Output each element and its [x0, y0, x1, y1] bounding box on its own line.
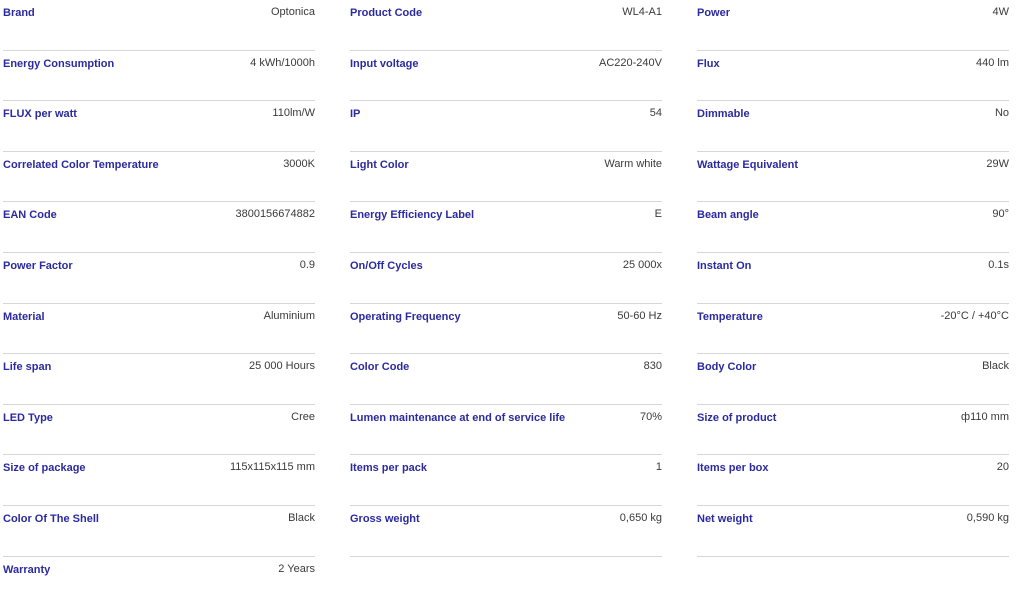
- spec-value: Cree: [291, 410, 315, 423]
- spec-label: Flux: [697, 57, 720, 70]
- spec-value: Optonica: [270, 6, 315, 18]
- spec-label: Energy Consumption: [3, 57, 115, 70]
- spec-value: 4W: [992, 6, 1009, 18]
- spec-label: Wattage Equivalent: [697, 158, 799, 171]
- spec-label: Instant On: [697, 259, 752, 272]
- spec-label: Correlated Color Temperature: [3, 158, 159, 171]
- spec-value: 0.1s: [988, 258, 1009, 271]
- spec-row-brand: [3, 0, 315, 51]
- spec-value: No: [994, 107, 1009, 120]
- spec-value: 830: [643, 360, 662, 373]
- spec-row-light-color: [350, 152, 662, 203]
- spec-label: Power Factor: [3, 259, 73, 272]
- spec-value: WL4-A1: [622, 6, 662, 18]
- spec-row-items-per-box: [697, 455, 1009, 506]
- spec-label: Size of product: [697, 411, 777, 424]
- spec-value: 25 000x: [622, 258, 662, 271]
- spec-row-ean-code: [3, 202, 315, 253]
- spec-row-size-of-product: [697, 405, 1009, 456]
- spec-value: Aluminium: [263, 309, 315, 322]
- spec-value: 0,650 kg: [619, 511, 662, 524]
- spec-row-material: [3, 304, 315, 355]
- spec-row-led-type: [3, 405, 315, 456]
- spec-row-life-span: [3, 354, 315, 405]
- spec-row-power-factor: [3, 253, 315, 304]
- spec-label: Life span: [3, 361, 52, 374]
- spec-label: Color Of The Shell: [3, 512, 99, 525]
- spec-label: Temperature: [697, 310, 763, 323]
- spec-row-beam-angle: [697, 202, 1009, 253]
- spec-label: Color Code: [350, 361, 410, 374]
- spec-label: Beam angle: [697, 209, 759, 222]
- spec-row-input-voltage: [350, 51, 662, 102]
- spec-value: 3800156674882: [235, 208, 315, 221]
- spec-row-flux: [697, 51, 1009, 102]
- spec-label: Lumen maintenance at end of service life: [350, 411, 566, 424]
- spec-label: Light Color: [350, 158, 409, 171]
- spec-row-items-per-pack: [350, 455, 662, 506]
- spec-value: -20°C / +40°C: [940, 309, 1009, 322]
- spec-label: LED Type: [3, 411, 53, 424]
- spec-label: Energy Efficiency Label: [350, 209, 475, 222]
- spec-row-dimmable: [697, 101, 1009, 152]
- spec-value: 4 kWh/1000h: [250, 56, 315, 69]
- spec-label: IP: [350, 108, 361, 121]
- spec-value: E: [654, 208, 662, 221]
- spec-row-on-off-cycles: [350, 253, 662, 304]
- spec-row-power: [697, 0, 1009, 51]
- spec-row-warranty: [3, 557, 315, 607]
- spec-row-color-of-the-shell: [3, 506, 315, 557]
- spec-value: Black: [982, 360, 1009, 373]
- spec-row-energy-efficiency-label: [350, 202, 662, 253]
- spec-row-wattage-equivalent: [697, 152, 1009, 203]
- spec-row-body-color: [697, 354, 1009, 405]
- spec-value: 29W: [986, 157, 1009, 170]
- spec-row-energy-consumption: [3, 51, 315, 102]
- spec-value: ф110 mm: [961, 410, 1009, 423]
- spec-label: Material: [3, 310, 45, 323]
- spec-label: Gross weight: [350, 512, 420, 525]
- spec-row-lumen-maintenance: [350, 405, 662, 456]
- product-specifications-table: [3, 0, 1018, 607]
- spec-label: Input voltage: [350, 57, 419, 70]
- spec-label: Items per box: [697, 462, 769, 475]
- spec-label: Body Color: [697, 361, 757, 374]
- spec-label: Dimmable: [697, 108, 750, 121]
- spec-label: Brand: [3, 7, 35, 19]
- spec-value: 0.9: [299, 258, 315, 271]
- spec-row-correlated-color-temperature: [3, 152, 315, 203]
- spec-row-color-code: [350, 354, 662, 405]
- spec-value: 1: [655, 461, 662, 474]
- spec-value: 2 Years: [278, 562, 315, 575]
- spec-row-instant-on: [697, 253, 1009, 304]
- spec-value: 70%: [639, 410, 662, 423]
- spec-label: Power: [697, 7, 731, 19]
- spec-label: Size of package: [3, 462, 86, 475]
- spec-label: On/Off Cycles: [350, 259, 423, 272]
- spec-label: Product Code: [350, 7, 423, 19]
- spec-label: Items per pack: [350, 462, 428, 475]
- spec-row-net-weight: [697, 506, 1009, 557]
- spec-label: Warranty: [3, 563, 51, 576]
- spec-value: 115x115x115 mm: [230, 461, 315, 474]
- spec-label: Operating Frequency: [350, 310, 461, 323]
- spec-value: 90°: [992, 208, 1009, 221]
- spec-value: 0,590 kg: [966, 511, 1009, 524]
- spec-value: 20: [996, 461, 1009, 474]
- spec-value: Warm white: [604, 157, 662, 170]
- spec-label: FLUX per watt: [3, 108, 77, 121]
- spec-label: Net weight: [697, 512, 753, 525]
- spec-row-size-of-package: [3, 455, 315, 506]
- spec-value: 50-60 Hz: [617, 309, 662, 322]
- spec-value: 54: [649, 107, 662, 120]
- spec-value: AC220-240V: [599, 56, 662, 69]
- spec-row-temperature: [697, 304, 1009, 355]
- spec-row-operating-frequency: [350, 304, 662, 355]
- spec-value: 440 lm: [975, 56, 1009, 69]
- spec-value: Black: [288, 511, 315, 524]
- spec-row-flux-per-watt: [3, 101, 315, 152]
- spec-value: 25 000 Hours: [248, 360, 315, 373]
- spec-row-ip: [350, 101, 662, 152]
- spec-row-gross-weight: [350, 506, 662, 557]
- spec-label: EAN Code: [3, 209, 57, 222]
- spec-row-product-code: [350, 0, 662, 51]
- spec-value: 110lm/W: [272, 107, 315, 120]
- spec-value: 3000K: [283, 157, 315, 170]
